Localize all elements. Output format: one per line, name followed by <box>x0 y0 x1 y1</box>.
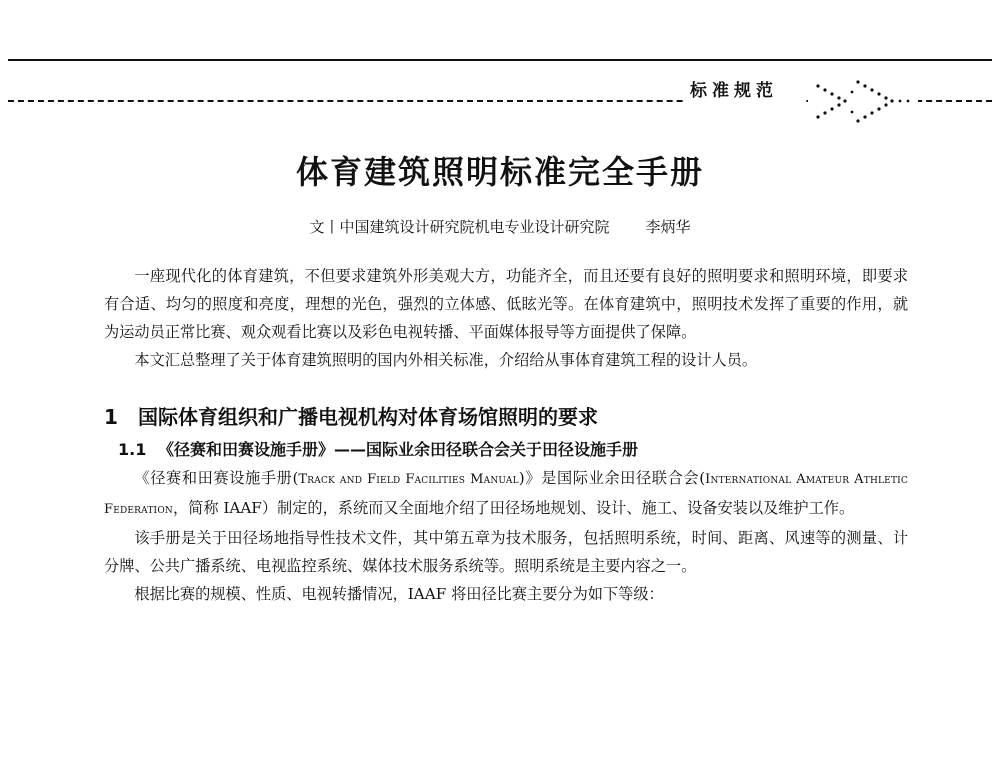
section-1-1-heading <box>118 436 908 464</box>
article-title: 体育建筑照明标准完全手册 <box>295 153 704 191</box>
section-1-1-number: 1.1 <box>118 440 147 459</box>
header-solid-rule <box>8 59 992 61</box>
byline-author: 李炳华 <box>645 218 691 236</box>
section-1-1-title: 《径赛和田赛设施手册》——国际业余田径联合会关于田径设施手册 <box>158 440 639 459</box>
intro-paragraph-2: 本文汇总整理了关于体育建筑照明的国内外相关标准，介绍给从事体育建筑工程的设计人员。 <box>134 351 758 369</box>
section-1-heading <box>104 400 908 434</box>
body-paragraph-3: 根据比赛的规模、性质、电视转播情况，IAAF 将田径比赛主要分为如下等级： <box>134 585 664 603</box>
body-paragraph-2: 该手册是关于田径场地指导性技术文件，其中第五章为技术服务，包括照明系统，时间、距离、风速等的测量、计分牌、公共广播系统、电视监控系统、媒体技术服务系统等。照明系统是主要内容之一。 <box>104 529 908 575</box>
para1-part-a: 《径赛和田赛设施手册( <box>134 469 299 487</box>
section-tag: 标准规范 <box>686 74 806 108</box>
para1-part-c: ，简称 IAAF）制定的，系统而又全面地介绍了田径场地规划、设计、施工、设备安装以及维护工作。 <box>172 499 855 517</box>
para1-english-org: International Amateur Athletic Federation <box>104 472 908 517</box>
byline-affiliation: 文丨中国建筑设计研究院机电专业设计研究院 <box>309 218 610 236</box>
para1-english-title: Track and Field Facilities Manual <box>298 472 519 487</box>
section-1-title: 国际体育组织和广播电视机构对体育场馆照明的要求 <box>138 405 598 429</box>
dotted-chevrons-icon <box>808 74 918 130</box>
para1-part-b: )》是国际业余田径联合会( <box>518 469 706 487</box>
byline <box>0 215 1000 239</box>
intro-paragraph-1: 一座现代化的体育建筑，不但要求建筑外形美观大方，功能齐全，而且还要有良好的照明要求和照明环境，即要求有合适、均匀的照度和亮度，理想的光色，强烈的立体感、低眩光等。在体育建筑中，照明技术发挥了重要的作用，就为运动员正常比赛、观众观看比赛以及彩色电视转播、平面媒体报导等方面提供了保障。 <box>104 267 908 341</box>
body-paragraph-1 <box>104 464 908 524</box>
section-1-number: 1 <box>104 405 118 429</box>
article-body <box>104 262 908 608</box>
